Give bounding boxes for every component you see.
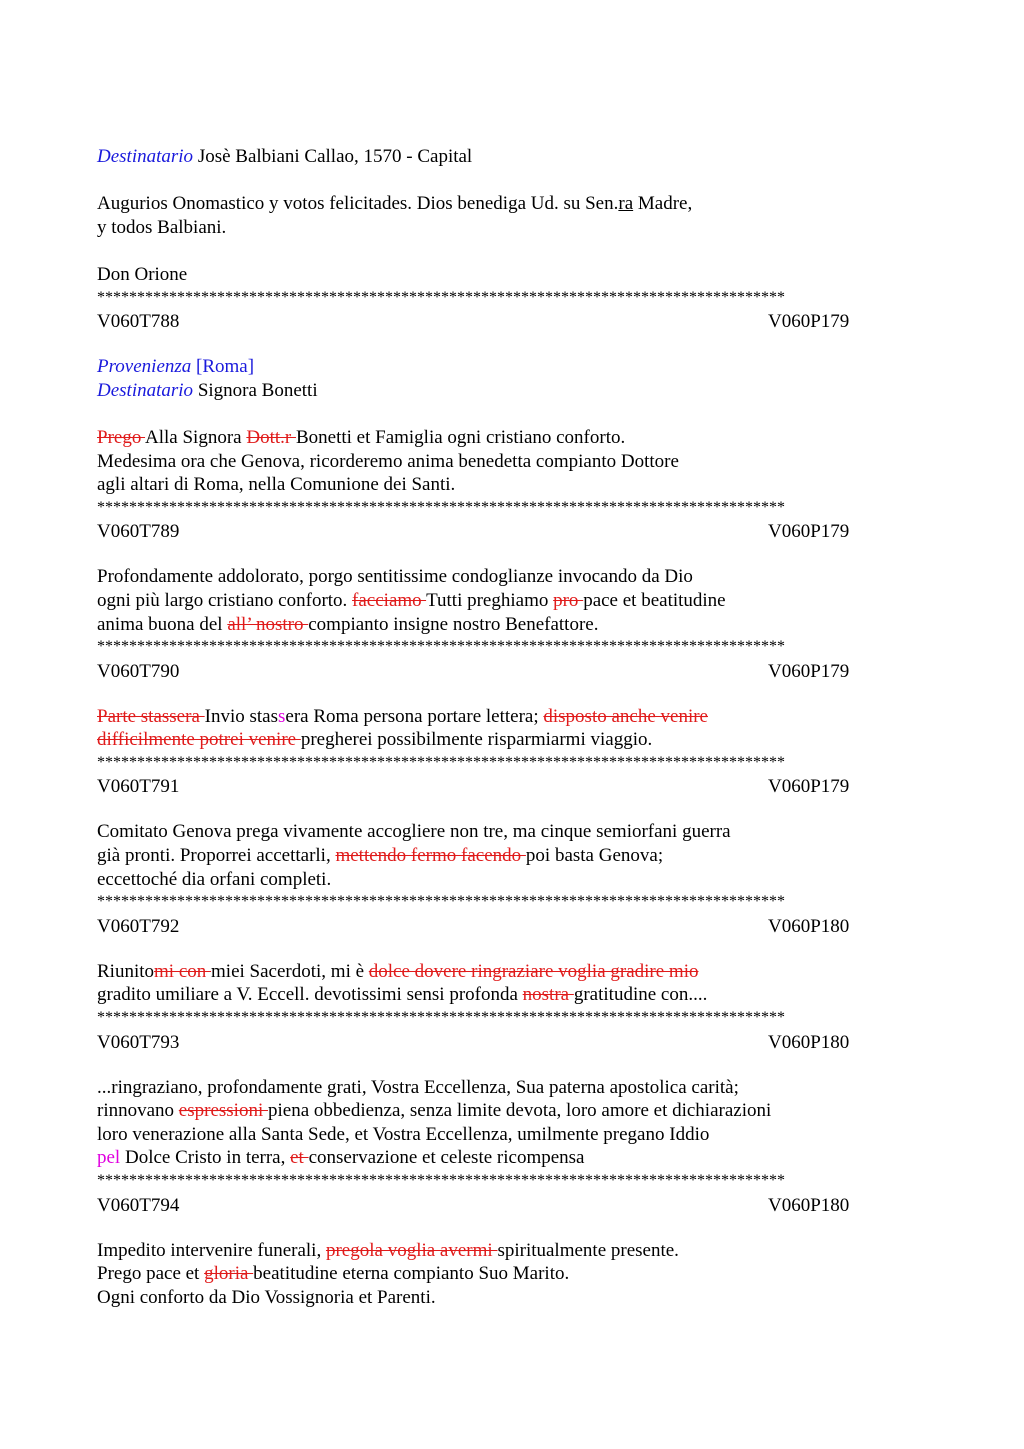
entry-codes [97,1029,927,1057]
entry-code: V060T794 [97,1194,180,1216]
entry-codes [97,308,927,336]
text-line: ...ringraziano, profondamente grati, Vostra Eccellenza, Sua paterna apostolica carità; [97,1076,739,1098]
entry-code: V060T789 [97,521,180,543]
text-line: Medesima ora che Genova, ricorderemo anima benedetta compianto Dottore [97,450,679,472]
text-line: Profondamente addolorato, porgo sentitissime condoglianze invocando da Dio [97,566,693,588]
deleted-text: gloria [204,1263,254,1285]
deleted-text: pregola voglia avermi [325,1239,498,1261]
page-code: V060P179 [768,521,850,543]
recipient-label: Destinatario [97,146,194,167]
separator: ************************************************************************************** [97,498,785,516]
separator: ************************************************************************************** [97,288,785,306]
entry-code: V060T791 [97,776,180,798]
text-line: Ogni conforto da Dio Vossignoria et Parenti. [97,1286,436,1308]
provenance-value: [Roma] [196,356,255,378]
text-line: Augurios Onomastico y votos felicitades. Dios benediga Ud. su Sen.ra Madre, [97,193,693,215]
recipient-line [97,379,927,403]
page-code: V060P179 [768,776,850,798]
provenance-line [97,355,927,379]
text-line: Prego Alla Signora Dott.r Bonetti et Famiglia ogni cristiano conforto. [97,426,626,448]
separator: ************************************************************************************** [97,753,785,771]
provenance-label: Provenienza [97,356,192,378]
text-line: y todos Balbiani. [97,216,227,238]
text-line: rinnovano espressioni piena obbedienza, senza limite devota, loro amore et dichiarazioni [97,1100,772,1122]
entry-codes [97,518,927,546]
added-word: pel [97,1147,121,1169]
entry-code: V060T793 [97,1031,180,1053]
deleted-text: facciamo [352,589,427,611]
deleted-text: nostra [522,984,574,1006]
page-code: V060P180 [768,915,850,937]
text-line: Prego pace et gloria beatitudine eterna compianto Suo Marito. [97,1263,570,1285]
text-line: difficilmente potrei venire pregherei possibilmente risparmiarmi viaggio. [97,729,653,751]
entry-codes [97,913,927,941]
deleted-text: et [290,1147,309,1169]
recipient-label: Destinatario [97,379,194,401]
document-page [97,145,927,1309]
entry-codes [97,773,927,801]
page-code: V060P180 [768,1194,850,1216]
text-line: eccettoché dia orfani completi. [97,868,332,890]
entry-code: V060T788 [97,311,180,333]
separator: ************************************************************************************** [97,1172,785,1189]
page-code: V060P180 [768,1031,850,1053]
text-line: gradito umiliare a V. Eccell. devotissimi sensi profonda nostra gratitudine con.... [97,984,708,1006]
recipient-value: Josè Balbiani Callao, 1570 - Capital [193,146,473,167]
deleted-text: dolce dovere ringraziare voglia gradire mio [368,960,699,982]
added-letter: s [278,705,286,727]
signature: Don Orione [97,263,188,285]
text-line: loro venerazione alla Santa Sede, et Vostra Eccellenza, umilmente pregano Iddio [97,1123,710,1145]
text-line: Impedito intervenire funerali, pregola voglia avermi spiritualmente presente. [97,1239,679,1261]
separator: ************************************************************************************** [97,893,785,911]
deleted-text: mi con [154,960,212,982]
separator: ************************************************************************************** [97,638,785,656]
text-line: pel Dolce Cristo in terra, et conservazione et celeste ricompensa [97,1147,585,1169]
entry-codes [97,1192,927,1220]
deleted-text: pro [553,589,584,611]
entry-codes [97,658,927,686]
text-line: agli altari di Roma, nella Comunione dei Santi. [97,474,456,496]
text-line: Comitato Genova prega vivamente accogliere non tre, ma cinque semiorfani guerra [97,821,731,843]
text-line: anima buona del all’ nostro compianto insigne nostro Benefattore. [97,613,599,635]
separator: ************************************************************************************** [97,1009,785,1027]
text-line: Riunitomi con miei Sacerdoti, mi è dolce dovere ringraziare voglia gradire mio [97,960,699,982]
deleted-text: disposto anche venire [543,705,708,727]
text-line: Parte stassera Invio stassera Roma persona portare lettera; disposto anche venire [97,705,708,727]
abbrev-superscript: ra [618,193,634,215]
deleted-text: Dott.r [246,426,296,448]
entry-code: V060T790 [97,660,180,682]
text-line: ogni più largo cristiano conforto. facciamo Tutti preghiamo pro pace et beatitudine [97,589,726,611]
deleted-text: Parte stassera [97,705,205,727]
deleted-text: difficilmente potrei venire [97,729,301,751]
entry-code: V060T792 [97,915,180,937]
deleted-text: mettendo fermo facendo [335,845,526,867]
text-line: già pronti. Proporrei accettarli, mettendo fermo facendo poi basta Genova; [97,845,664,867]
page-code: V060P179 [768,660,850,682]
recipient-value: Signora Bonetti [193,379,318,401]
page-code: V060P179 [768,311,850,333]
deleted-text: Prego [97,426,146,448]
deleted-text: espressioni [178,1100,268,1122]
deleted-text: all’ nostro [227,613,309,635]
recipient-line [97,145,927,169]
